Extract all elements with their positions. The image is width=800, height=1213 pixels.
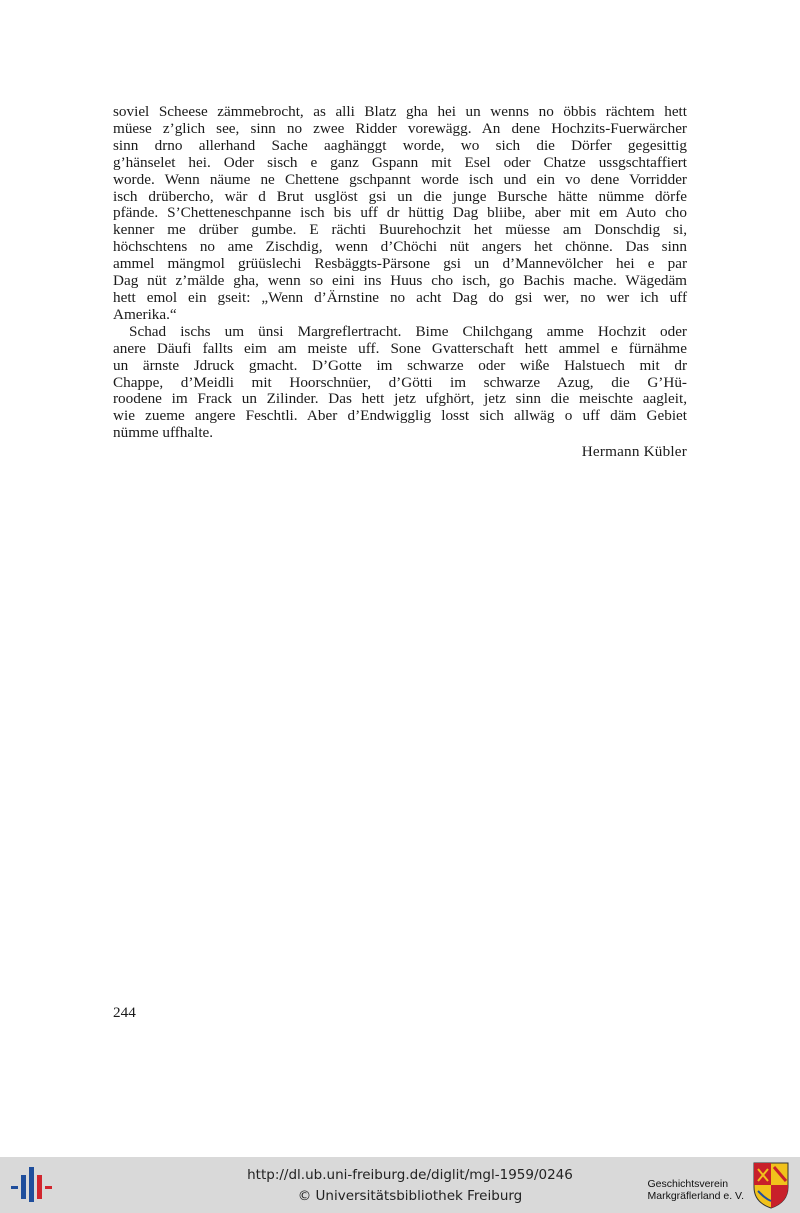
text-line: müese z’glich see, sinn no zwee Ridder vorewägg. An dene Hochzits-Fuerwärcher — [113, 119, 687, 137]
footer-center — [200, 1165, 620, 1207]
society-name — [648, 1178, 745, 1202]
text-line: ammel mängmol grüüslechi Resbäggts-Pärsone gsi un d’Mannevölcher hei e par — [113, 255, 687, 273]
text-line: kenner me drüber gumbe. E rächti Buurehochzit het müesse am Donschdig si, — [113, 221, 687, 239]
permalink-url[interactable]: http://dl.ub.uni-freiburg.de/diglit/mgl-1959/0246 — [247, 1167, 573, 1183]
text-line: Schad ischs um ünsi Margreflertracht. Bime Chilchgang amme Hochzit oder — [129, 322, 687, 340]
text-line: Dag nüt z’mälde gha, wenn so eini ins Huus cho isch, go Bachis mache. Wägedäm — [113, 272, 687, 290]
copyright-notice: © Universitätsbibliothek Freiburg — [297, 1188, 523, 1204]
author-signature: Hermann Kübler — [581, 443, 687, 460]
coat-of-arms-icon — [752, 1161, 790, 1209]
text-line: höchschtens no ame Zischdig, wenn d’Chöchi nüt angers het chönne. Das sinn — [113, 238, 687, 256]
page-number: 244 — [113, 1004, 136, 1021]
text-line: hett emol ein gseit: „Wenn d’Ärnstine no acht Dag do gsi wer, no wer ich uff — [113, 288, 687, 306]
text-line: isch drübercho, wär d Brut usglöst gsi un die junge Bursche hätte nümme dörfe — [113, 187, 687, 205]
text-line: anere Däufi fallts eim am meiste uff. Sone Gvatterschaft hett ammel e fürnähme — [113, 339, 687, 357]
text-line: worde. Wenn näume ne Chettene gschpannt worde isch und ein vo dene Vorridder — [113, 170, 687, 188]
page-body — [113, 104, 687, 442]
society-name-line1: Geschichtsverein — [647, 1178, 729, 1190]
text-column — [113, 104, 687, 442]
text-line: un ärnste Jdruck gmacht. D’Gotte im schwarze oder wiße Halstuech mit dr — [113, 356, 687, 374]
text-line: roodene im Frack un Zilinder. Das hett jetz ufghört, jetz sinn die meischte aagleit, — [113, 390, 687, 408]
text-line: sinn drno allerhand Sache aaghänggt worde, wo sich die Dörfer gegesittig — [113, 136, 687, 154]
ub-freiburg-logo-icon[interactable] — [10, 1165, 54, 1205]
society-name-line2: Markgräflerland e. V. — [647, 1190, 744, 1202]
text-line: wie zueme angere Feschtli. Aber d’Endwigglig losst sich allwäg o uff däm Gebiet — [113, 407, 687, 425]
text-line: Chappe, d’Meidli mit Hoorschnüer, d’Götti im schwarze Azug, die G’Hü- — [113, 373, 687, 391]
paragraph — [113, 104, 687, 324]
paragraph — [113, 324, 687, 442]
footer-bar — [0, 1157, 800, 1213]
text-line: pfände. S’Chetteneschpanne isch bis uff dr hüttig Dag bliibe, aber mit em Auto cho — [113, 204, 687, 222]
text-line: Amerika.“ — [113, 305, 177, 323]
text-line: soviel Scheese zämmebrocht, as alli Blatz gha hei un wenns no öbbis rächtem hett — [113, 103, 687, 120]
text-line: nümme uffhalte. — [113, 424, 214, 442]
text-line: g’hänselet hei. Oder sisch e ganz Gspann mit Esel oder Chatze ussgschtaffiert — [113, 153, 687, 171]
